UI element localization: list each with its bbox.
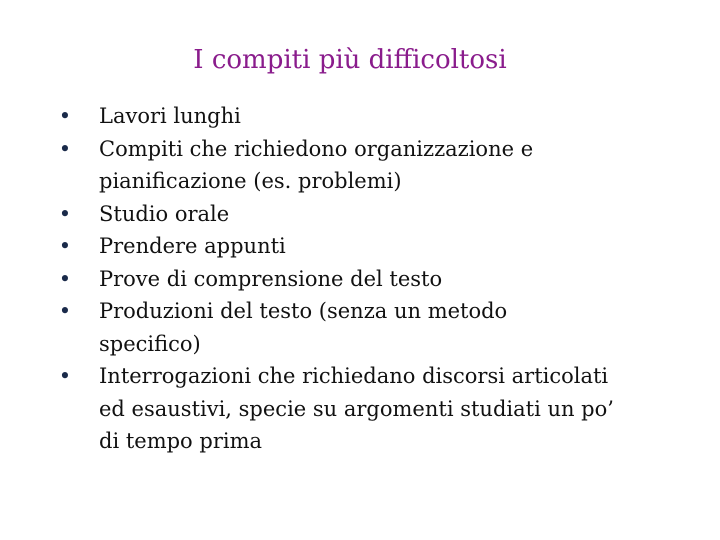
bullet-icon: • (58, 364, 72, 388)
list-item (55, 263, 615, 296)
list-item (55, 295, 615, 360)
bullet-icon: • (58, 266, 72, 291)
bullet-icon: • (58, 136, 72, 161)
list-item (55, 100, 615, 133)
bullet-icon: • (58, 299, 72, 323)
list-item (55, 230, 615, 263)
bullet-icon: • (58, 234, 72, 258)
list-item-text: Lavori lunghi (99, 104, 241, 128)
list-item-text: Produzioni del testo (senza un metodo specifico) (99, 299, 508, 356)
list-item (55, 360, 615, 458)
bullet-icon: • (58, 201, 72, 226)
list-item-text: Studio orale (99, 201, 230, 226)
bullet-icon: • (58, 104, 72, 128)
list-item-text: Prendere appunti (99, 234, 286, 258)
bullet-list (55, 100, 615, 458)
list-item (55, 133, 615, 198)
list-item-text: Prove di comprensione del testo (99, 266, 443, 291)
slide-title: I compiti più difficoltosi (193, 45, 507, 75)
list-item (55, 198, 615, 231)
list-item-text: Interrogazioni che richiedano discorsi articolati ed esaustivi, specie su argomenti studiati un po’ di tempo prima (99, 364, 614, 453)
list-item-text: Compiti che richiedono organizzazione e pianificazione (es. problemi) (99, 136, 534, 193)
